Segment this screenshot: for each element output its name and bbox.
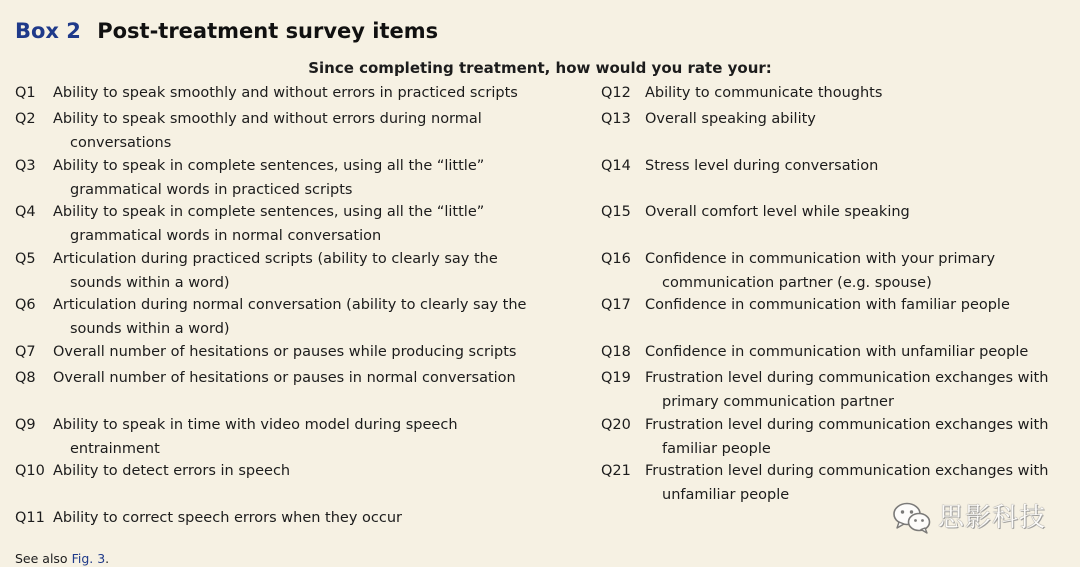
watermark-text: 思影科技 xyxy=(937,503,1046,533)
item-text: Confidence in communication with familiar people xyxy=(645,297,1010,313)
item-text: Ability to detect errors in speech xyxy=(53,463,291,479)
survey-item xyxy=(601,155,879,179)
item-text-continued: grammatical words in practiced scripts xyxy=(70,182,353,198)
item-id: Q3 xyxy=(15,158,36,174)
item-text: Frustration level during communication exchanges with xyxy=(645,463,1049,479)
item-id: Q5 xyxy=(15,251,36,267)
item-text-continued: sounds within a word) xyxy=(70,275,230,291)
item-text-continued: unfamiliar people xyxy=(662,487,790,503)
item-text-continued: grammatical words in normal conversation xyxy=(70,228,382,244)
footer-prefix: See also xyxy=(15,551,72,566)
item-id: Q11 xyxy=(15,510,45,526)
survey-item xyxy=(15,155,485,203)
survey-item xyxy=(15,82,518,106)
item-text: Frustration level during communication exchanges with xyxy=(645,417,1049,433)
item-text: Ability to speak in complete sentences, using all the “little” xyxy=(53,158,485,174)
item-text: Ability to speak in complete sentences, using all the “little” xyxy=(53,204,485,220)
box-label: Box 2 xyxy=(15,19,81,43)
item-text: Ability to speak smoothly and without errors during normal xyxy=(53,111,482,127)
item-text-continued: entrainment xyxy=(70,441,160,457)
box-title: Post-treatment survey items xyxy=(97,19,439,43)
item-text-continued: sounds within a word) xyxy=(70,321,230,337)
item-id: Q7 xyxy=(15,344,36,360)
item-id: Q9 xyxy=(15,417,36,433)
item-id: Q15 xyxy=(601,204,631,220)
item-text-continued: primary communication partner xyxy=(662,394,894,410)
item-text: Articulation during normal conversation (ability to clearly say the xyxy=(53,297,527,313)
survey-item xyxy=(601,248,996,296)
item-id: Q18 xyxy=(601,344,631,360)
item-id: Q8 xyxy=(15,370,36,386)
item-text: Confidence in communication with unfamiliar people xyxy=(645,344,1029,360)
survey-item xyxy=(15,248,498,296)
item-text: Confidence in communication with your primary xyxy=(645,251,996,267)
item-text-continued: communication partner (e.g. spouse) xyxy=(662,275,932,291)
item-id: Q13 xyxy=(601,111,631,127)
survey-item xyxy=(601,460,1049,508)
survey-item xyxy=(601,108,816,132)
item-id: Q4 xyxy=(15,204,36,220)
item-text: Overall comfort level while speaking xyxy=(645,204,910,220)
survey-item xyxy=(15,460,291,484)
item-text: Articulation during practiced scripts (ability to clearly say the xyxy=(53,251,498,267)
survey-item xyxy=(601,201,910,225)
item-id: Q10 xyxy=(15,463,45,479)
item-id: Q6 xyxy=(15,297,36,313)
item-text: Overall speaking ability xyxy=(645,111,816,127)
footer-note xyxy=(15,550,109,567)
item-id: Q17 xyxy=(601,297,631,313)
item-text: Stress level during conversation xyxy=(645,158,879,174)
item-text: Frustration level during communication exchanges with xyxy=(645,370,1049,386)
box-heading xyxy=(15,16,438,46)
item-id: Q1 xyxy=(15,85,36,101)
survey-item xyxy=(601,294,1010,318)
footer-suffix: . xyxy=(105,551,110,566)
item-text: Overall number of hesitations or pauses while producing scripts xyxy=(53,344,517,360)
survey-item xyxy=(15,414,458,462)
survey-item xyxy=(601,341,1029,365)
survey-item xyxy=(15,294,527,342)
item-id: Q20 xyxy=(601,417,631,433)
item-id: Q2 xyxy=(15,111,36,127)
wechat-icon xyxy=(892,501,932,535)
item-text-continued: conversations xyxy=(70,135,172,151)
survey-item xyxy=(15,367,516,391)
item-text-continued: familiar people xyxy=(662,441,771,457)
item-text: Ability to speak smoothly and without errors in practiced scripts xyxy=(53,85,518,101)
survey-item xyxy=(15,507,402,531)
survey-prompt: Since completing treatment, how would you rate your: xyxy=(308,59,772,77)
survey-item xyxy=(601,367,1049,415)
item-id: Q21 xyxy=(601,463,631,479)
survey-item xyxy=(15,341,517,365)
item-id: Q16 xyxy=(601,251,631,267)
figure-link[interactable]: Fig. 3 xyxy=(71,551,106,566)
item-id: Q19 xyxy=(601,370,631,386)
survey-item xyxy=(15,108,482,156)
item-text: Ability to correct speech errors when they occur xyxy=(53,510,402,526)
item-id: Q12 xyxy=(601,85,631,101)
survey-item xyxy=(601,82,883,106)
item-text: Ability to communicate thoughts xyxy=(645,85,883,101)
item-id: Q14 xyxy=(601,158,631,174)
item-text: Ability to speak in time with video model during speech xyxy=(53,417,458,433)
survey-item xyxy=(15,201,485,249)
survey-item xyxy=(601,414,1049,462)
watermark xyxy=(892,501,1046,535)
item-text: Overall number of hesitations or pauses in normal conversation xyxy=(53,370,516,386)
